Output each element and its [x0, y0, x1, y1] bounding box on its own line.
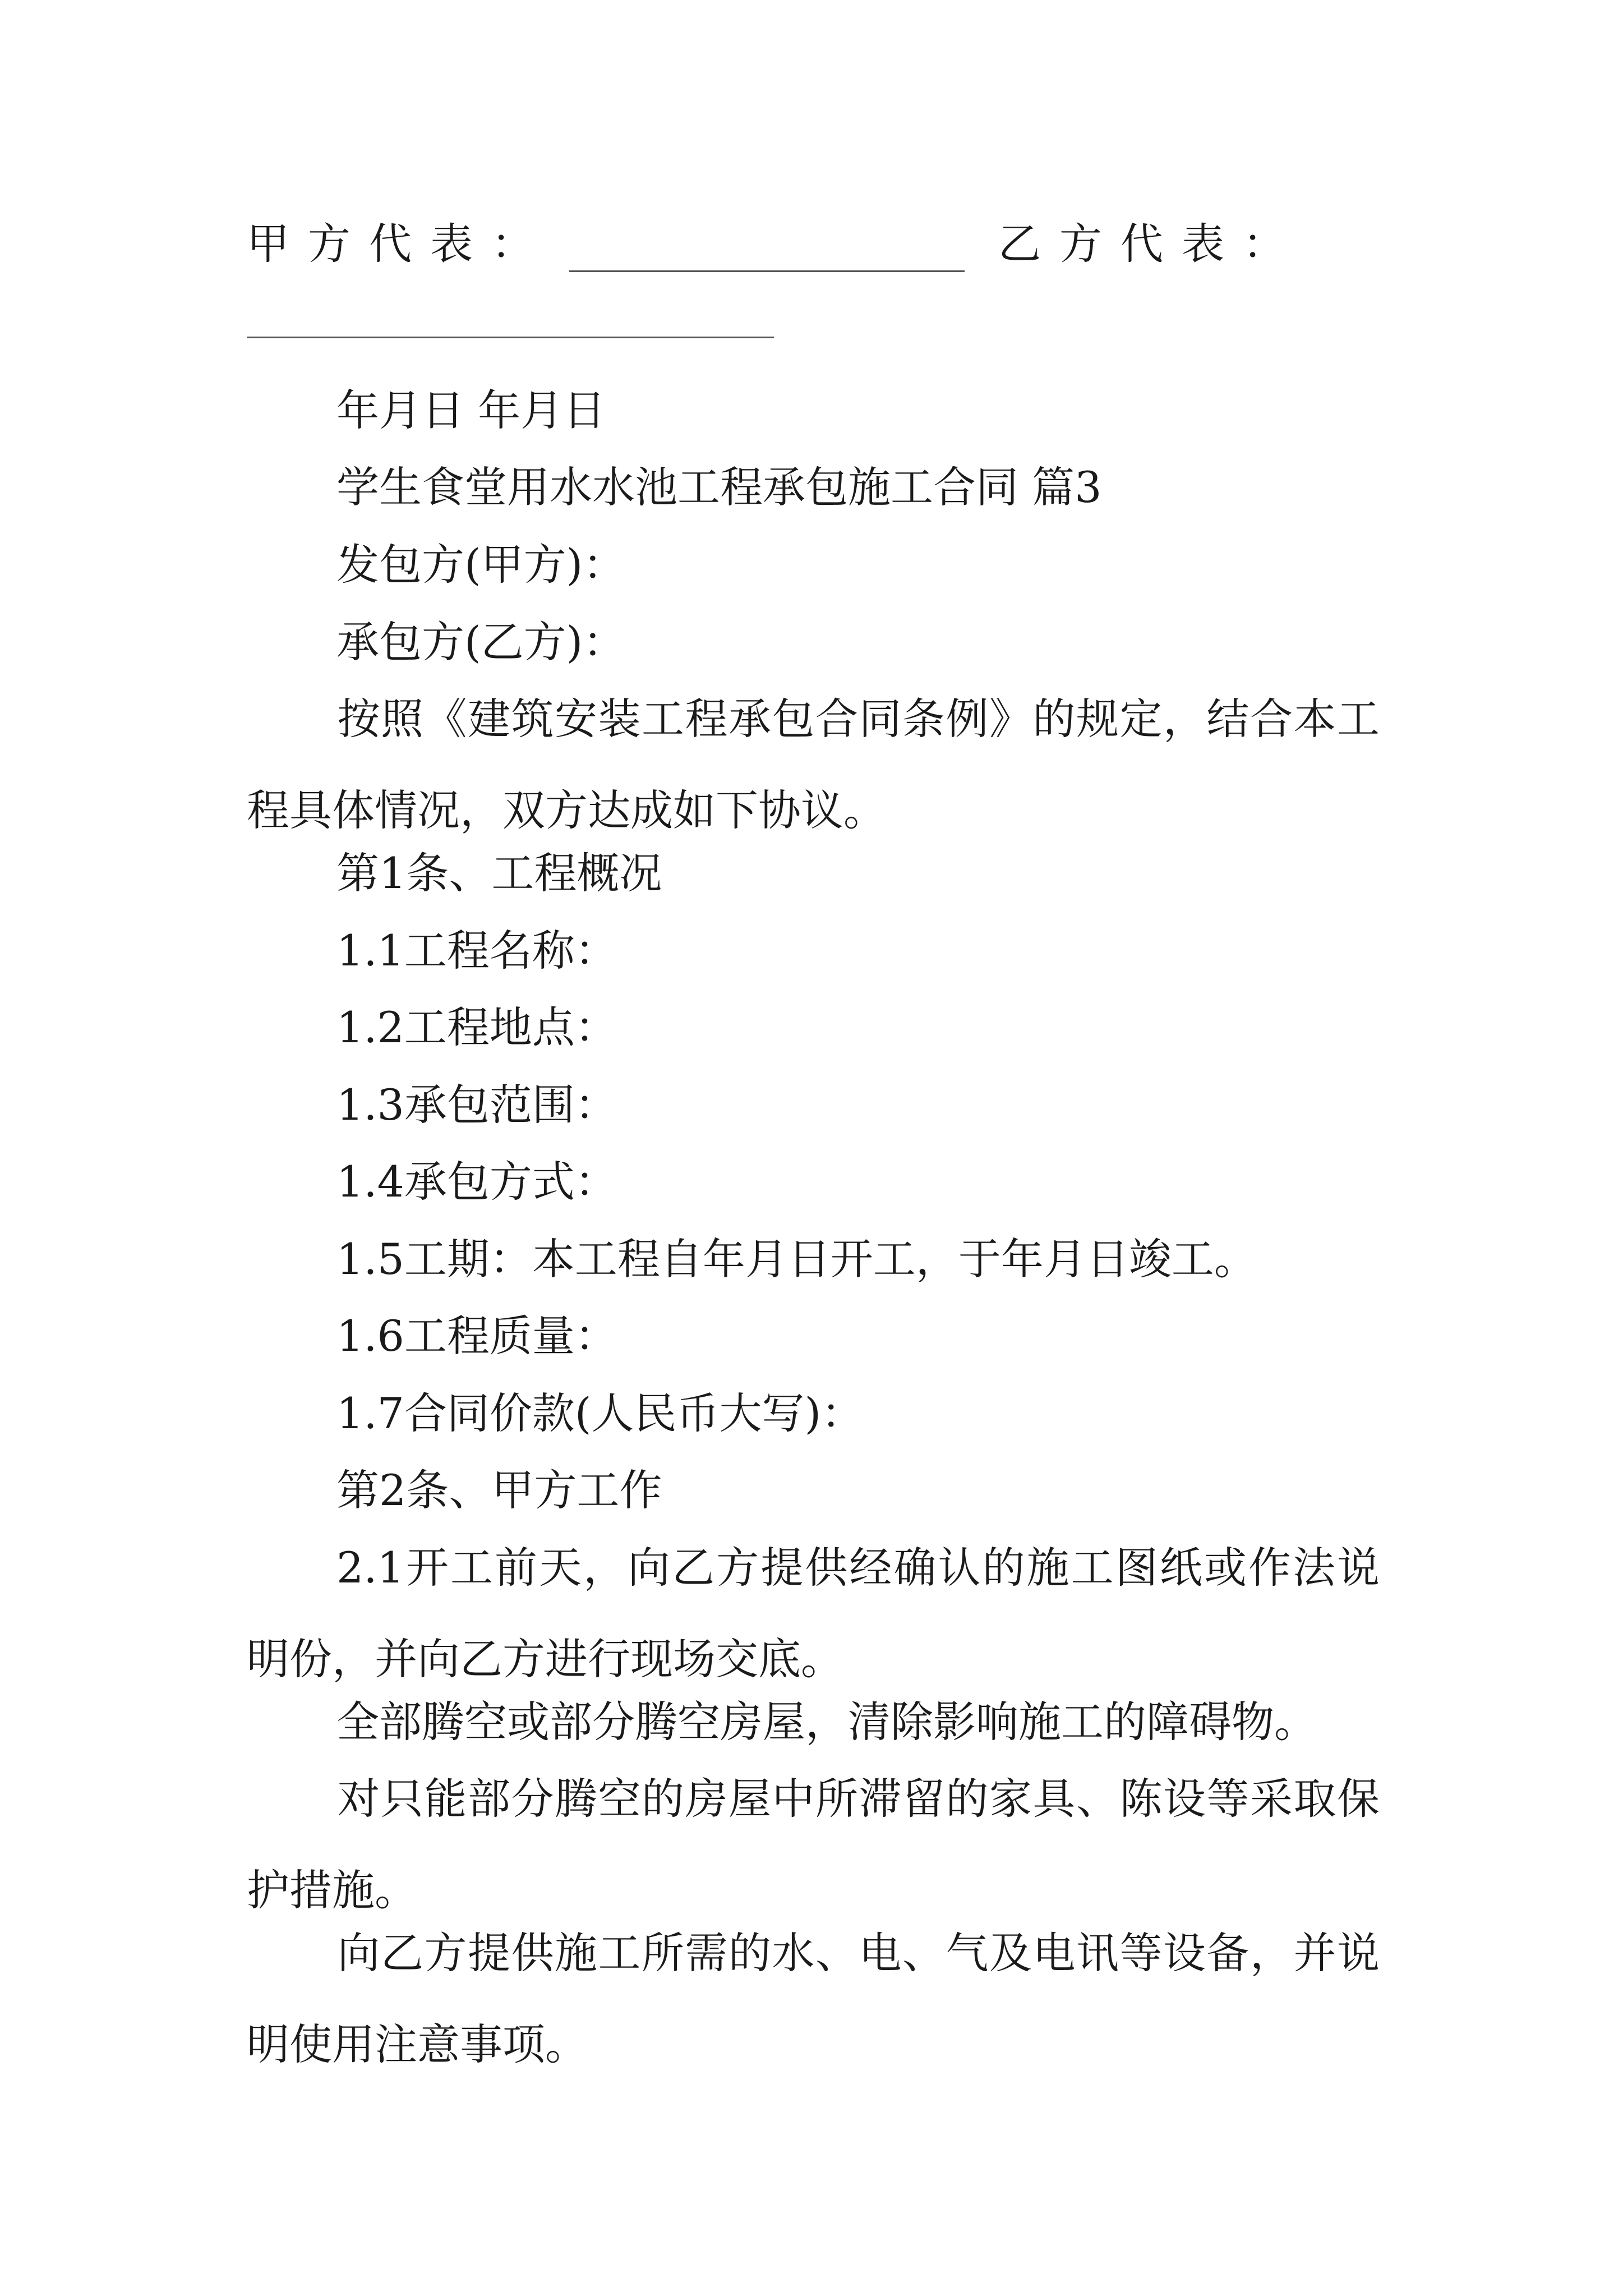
- clause-utilities: [247, 1907, 1380, 2090]
- article-2-heading-text: 第2条、甲方工作: [336, 1465, 662, 1515]
- section-title-text: 学生食堂用水水池工程承包施工合同 篇3: [336, 462, 1102, 512]
- contractor-text: 承包方(乙方)：: [336, 617, 626, 667]
- clause-1-1-text: 1.1工程名称：: [336, 926, 617, 976]
- clause-1-2-text: 1.2工程地点：: [336, 1002, 617, 1052]
- clause-clear-premises-text: 全部腾空或部分腾空房屋，清除影响施工的障碍物。: [336, 1697, 1317, 1747]
- preamble-text: 按照《建筑安装工程承包合同条例》的规定，结合本工程具体情况，双方达成如下协议。: [247, 694, 1380, 835]
- clause-1-7-text: 1.7合同价款(人民币大写)：: [336, 1388, 864, 1438]
- clause-1-4-text: 1.4承包方式：: [336, 1157, 617, 1207]
- clause-1-3-text: 1.3承包范围：: [336, 1080, 617, 1130]
- party-a-representative-label: 甲方代表：: [247, 219, 552, 269]
- clause-1-6-text: 1.6工程质量：: [336, 1311, 617, 1361]
- signature-row: [247, 216, 1380, 272]
- article-1-heading-text: 第1条、工程概况: [336, 848, 662, 898]
- clause-protect-furniture-text: 对只能部分腾空的房屋中所滞留的家具、陈设等采取保护措施。: [247, 1774, 1380, 1915]
- party-b-representative-label: 乙方代表：: [998, 219, 1304, 269]
- clause-utilities-text: 向乙方提供施工所需的水、电、气及电讯等设备，并说明使用注意事项。: [247, 1928, 1380, 2069]
- employer-text: 发包方(甲方)：: [336, 540, 626, 590]
- clause-1-5-text: 1.5工期：本工程自年月日开工，于年月日竣工。: [336, 1234, 1257, 1284]
- party-a-signature-line: [569, 231, 965, 272]
- party-b-signature-line: [247, 337, 774, 338]
- clause-2-1-text: 2.1开工前天，向乙方提供经确认的施工图纸或作法说明份，并向乙方进行现场交底。: [247, 1543, 1380, 1684]
- date-text: 年月日 年月日: [336, 385, 606, 435]
